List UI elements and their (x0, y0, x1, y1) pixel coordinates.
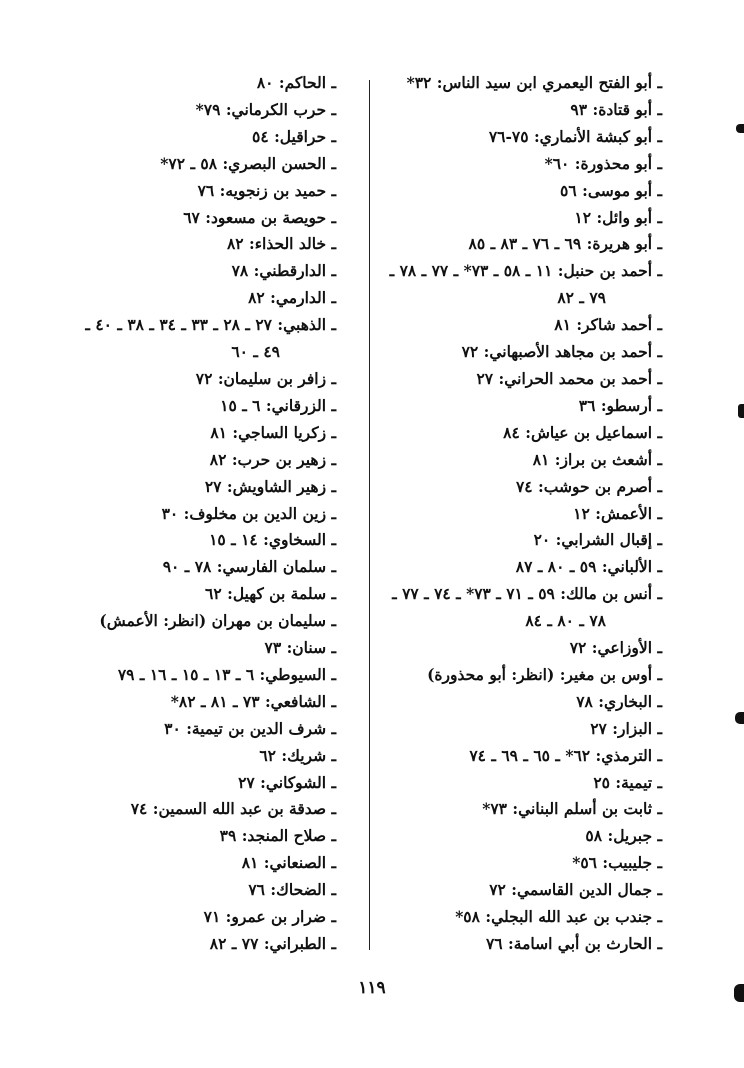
index-entry: ـ أبو الفتح اليعمري ابن سيد الناس: ٣٢* (406, 73, 662, 92)
page-number: ١١٩ (358, 978, 386, 998)
edge-mark (736, 124, 744, 133)
index-entry: ـ أوس بن مغير: (انظر: أبو محذورة) (427, 664, 662, 684)
index-entry: ـ أبو كبشة الأنماري: ٧٥-٧٦ (488, 126, 662, 146)
index-entry: ـ زين الدين بن مخلوف: ٣٠ (161, 503, 336, 523)
index-entry: ـ الحارث بن أبي اسامة: ٧٦ (485, 934, 662, 953)
index-entry: ـ الضحاك: ٧٦ (248, 880, 336, 900)
index-entry: ـ أنس بن مالك: ٥٩ ـ ٧١ ـ ٧٣* ـ ٧٤ ـ ٧٧ ـ (392, 584, 662, 604)
index-entry: ـ شرف الدين بن تيمية: ٣٠ (164, 718, 336, 738)
index-entry-continuation: ٧٩ ـ ٨٢ (557, 288, 606, 308)
index-entry: ـ أحمد بن حنبل: ١١ ـ ٥٨ ـ ٧٣* ـ ٧٧ ـ ٧٨ ـ (389, 261, 662, 281)
index-entry: ـ الصنعاني: ٨١ (241, 853, 336, 873)
index-entry: ـ أبو محذورة: ٦٠* (544, 153, 662, 173)
index-entry: ـ زافر بن سليمان: ٧٢ (195, 368, 336, 388)
index-entry: ـ الأوزاعي: ٧٢ (569, 638, 662, 658)
index-column-right (370, 70, 662, 958)
index-entry: ـ سنان: ٧٣ (264, 638, 336, 658)
index-entry: ـ الدارقطني: ٧٨ (231, 261, 336, 281)
index-entry: ـ جمال الدين القاسمي: ٧٢ (489, 880, 662, 900)
index-entry: ـ صدقة بن عبد الله السمين: ٧٤ (130, 799, 336, 819)
edge-mark (738, 404, 744, 418)
index-entry: ـ السيوطي: ٦ ـ ١٣ ـ ١٥ ـ ١٦ ـ ٧٩ (117, 664, 336, 684)
index-entry: ـ البزار: ٢٧ (590, 718, 662, 738)
index-entry: ـ الحسن البصري: ٥٨ ـ ٧٢* (160, 153, 336, 173)
index-entry: ـ أشعث بن براز: ٨١ (532, 449, 662, 469)
index-entry: ـ خالد الحذاء: ٨٢ (226, 234, 336, 254)
index-entry: ـ سلمة بن كهيل: ٦٢ (205, 584, 336, 604)
index-entry: ـ أبو موسى: ٥٦ (560, 180, 662, 200)
index-entry: ـ الزرقاني: ٦ ـ ١٥ (220, 395, 336, 415)
index-entry: ـ الذهبي: ٢٧ ـ ٢٨ ـ ٣٣ ـ ٣٤ ـ ٣٨ ـ ٤٠ ـ (85, 315, 336, 335)
index-entry: ـ السخاوي: ١٤ ـ ١٥ (209, 530, 336, 550)
index-entry: ـ تيمية: ٢٥ (593, 772, 662, 792)
index-entry: ـ الشافعي: ٧٣ ـ ٨١ ـ ٨٢* (170, 691, 336, 711)
index-entry: ـ الأعمش: ١٢ (573, 503, 662, 523)
edge-mark (735, 712, 744, 724)
index-entry: ـ جندب بن عبد الله البجلي: ٥٨* (455, 907, 662, 927)
index-entry: ـ حميد بن زنجويه: ٧٦ (197, 180, 336, 200)
index-entry: ـ ضرار بن عمرو: ٧١ (203, 907, 336, 927)
column-divider (369, 80, 370, 950)
index-entry: ـ سلمان الفارسي: ٧٨ ـ ٩٠ (162, 557, 336, 577)
index-entry: ـ أبو هريرة: ٦٩ ـ ٧٦ ـ ٨٣ ـ ٨٥ (468, 234, 662, 254)
index-entry: ـ أبو وائل: ١٢ (574, 207, 662, 227)
edge-mark (734, 984, 744, 1002)
index-entry: ـ زهير بن حرب: ٨٢ (209, 449, 336, 469)
index-entry: ـ زهير الشاويش: ٢٧ (204, 476, 336, 496)
index-entry: ـ الترمذي: ٦٢* ـ ٦٥ ـ ٦٩ ـ ٧٤ (469, 745, 662, 765)
index-entry: ـ حويصة بن مسعود: ٦٧ (183, 207, 336, 227)
index-entry: ـ أصرم بن حوشب: ٧٤ (515, 476, 662, 496)
index-entry: ـ صلاح المنجد: ٣٩ (219, 826, 336, 846)
index-entry-continuation: ٤٩ ـ ٦٠ (231, 342, 280, 362)
index-entry: ـ الطبراني: ٧٧ ـ ٨٢ (209, 934, 336, 953)
index-entry: ـ جليبيب: ٥٦* (572, 853, 662, 873)
index-entry: ـ الألباني: ٥٩ ـ ٨٠ ـ ٨٧ (515, 557, 662, 577)
index-entry: ـ أحمد بن مجاهد الأصبهاني: ٧٢ (461, 342, 662, 362)
index-entry: ـ أبو قتادة: ٩٣ (570, 99, 662, 119)
index-entry: ـ إقبال الشرابي: ٢٠ (533, 530, 662, 550)
index-entry: ـ الحاكم: ٨٠ (256, 73, 336, 92)
index-column-left (70, 70, 336, 958)
index-entry-continuation: ٧٨ ـ ٨٠ ـ ٨٤ (525, 611, 606, 631)
index-entry: ـ أحمد شاكر: ٨١ (554, 315, 662, 335)
index-entry: ـ أرسطو: ٣٦ (578, 395, 662, 415)
index-entry: ـ حرب الكرماني: ٧٩* (195, 99, 336, 119)
index-entry: ـ الشوكاني: ٢٧ (238, 772, 336, 792)
index-entry: ـ حراقيل: ٥٤ (252, 126, 336, 146)
index-entry: ـ جبريل: ٥٨ (585, 826, 662, 846)
index-entry: ـ شريك: ٦٢ (259, 745, 336, 765)
index-entry: ـ سليمان بن مهران (انظر: الأعمش) (99, 611, 336, 631)
index-entry: ـ البخاري: ٧٨ (576, 691, 662, 711)
index-entry: ـ اسماعيل بن عياش: ٨٤ (503, 422, 662, 442)
index-entry: ـ زكريا الساجي: ٨١ (210, 422, 336, 442)
index-entry: ـ أحمد بن محمد الحراني: ٢٧ (476, 368, 662, 388)
index-entry: ـ الدارمي: ٨٢ (248, 288, 336, 308)
index-entry: ـ ثابت بن أسلم البناني: ٧٣* (482, 799, 662, 819)
